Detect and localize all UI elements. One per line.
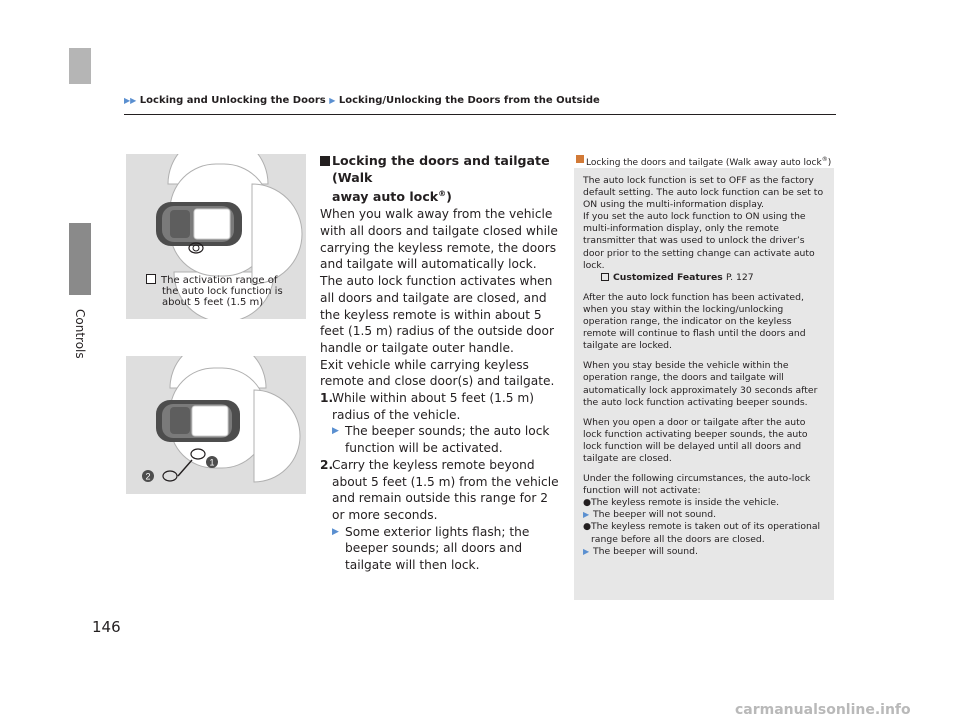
breadcrumb-item[interactable]: Locking/Unlocking the Doors from the Outside: [338, 95, 600, 106]
body-paragraph: When you walk away from the vehicle with all doors and tailgate closed while carrying the keyless remote, the doors and tailgate will automatically lock.: [320, 207, 558, 272]
note-paragraph: When you stay beside the vehicle within the operation range, the doors and tailgate will automatically lock approximately 30 seconds after the auto lock function activating beeper sounds.: [583, 360, 818, 408]
note-title: Locking the doors and tailgate (Walk away auto lock®): [574, 151, 834, 168]
car-icon: [156, 400, 240, 442]
triangle-right-icon: ▶: [332, 526, 339, 537]
step-item: 1. While within about 5 feet (1.5 m) radius of the vehicle.: [320, 391, 535, 422]
note-bullet-result: ▶ The beeper will sound.: [583, 545, 698, 557]
note-bullet-result: ▶ The beeper will not sound.: [583, 509, 717, 521]
cross-reference-link[interactable]: Customized Features P. 127: [583, 272, 826, 284]
sidebar-tab-active: [69, 223, 91, 295]
double-triangle-right-icon: ▶: [329, 96, 336, 105]
triangle-right-icon: ▶: [583, 546, 590, 556]
note-paragraph: When you open a door or tailgate after the auto lock function activating beeper sounds, the auto lock function will be delayed until all doors and tailgate are closed.: [583, 416, 808, 464]
figure-caption: The activation range of the auto lock function is about 5 feet (1.5 m): [146, 274, 283, 308]
arrow-icon: [178, 460, 192, 476]
page-number: 146: [92, 618, 121, 636]
double-triangle-right-icon: ▶▶: [124, 96, 137, 105]
note-bullet: ● The keyless remote is taken out of its operational range before all the doors are closed.: [583, 521, 821, 545]
breadcrumb-item[interactable]: Locking and Unlocking the Doors: [139, 95, 326, 106]
main-content: [320, 153, 560, 574]
note-bullet: ● The keyless remote is inside the vehicle.: [583, 497, 780, 509]
body-paragraph: The auto lock function activates when all doors and tailgate are closed, and the keyless remote is within about 5 feet (1.5 m) radius of the outside door handle or tailgate outer handle.: [320, 274, 554, 355]
car-icon: [156, 202, 242, 246]
note-paragraph: If you set the auto lock function to ON using the multi-information display, only the remote transmitter that was used to unlock the driver’s door prior to the setting change can activate auto lock.: [583, 211, 815, 271]
sidebar-tab: [69, 48, 91, 84]
svg-text:1: 1: [209, 457, 215, 468]
note-body: [583, 175, 826, 558]
step-item: 2. Carry the keyless remote beyond about 5 feet (1.5 m) from the vehicle and remain outside this range for 2 or more seconds.: [320, 457, 559, 522]
section-title: Locking the doors and tailgate (Walk away auto lock®): [320, 153, 560, 206]
body-paragraph: Exit vehicle while carrying keyless remote and close door(s) and tailgate.: [320, 357, 555, 389]
walk-away-diagram: [126, 356, 306, 494]
breadcrumb: [124, 95, 600, 106]
note-paragraph: The auto lock function is set to OFF as the factory default setting. The auto lock function can be set to ON using the multi-information display.: [583, 175, 824, 211]
step-result: ▶ The beeper sounds; the auto lock function will be activated.: [332, 424, 550, 456]
note-paragraph: After the auto lock function has been activated, when you stay within the locking/unlocking operation range, the indicator on the keyless remote will continue to flash until the doors and tailgate are locked.: [583, 291, 806, 352]
step-result: ▶ Some exterior lights flash; the beeper sounds; all doors and tailgate will then lock.: [332, 524, 530, 573]
svg-text:2: 2: [145, 471, 151, 482]
note-box: [574, 151, 834, 600]
section-square-icon: [320, 156, 330, 166]
triangle-right-icon: ▶: [332, 426, 339, 437]
walk-away-figure: [126, 356, 306, 494]
watermark: carmanualsonline.info: [735, 702, 911, 718]
note-paragraph: Under the following circumstances, the auto-lock function will not activate:: [583, 473, 811, 497]
triangle-right-icon: ▶: [583, 510, 590, 520]
header-divider: [124, 114, 836, 115]
cross-reference-icon: [601, 273, 609, 281]
sidebar-section-label: Controls: [73, 309, 87, 359]
keyless-remote-icon: [163, 471, 177, 481]
note-badge-icon: [576, 155, 584, 163]
range-marker-icon: [146, 274, 156, 284]
activation-range-figure: [126, 154, 306, 319]
